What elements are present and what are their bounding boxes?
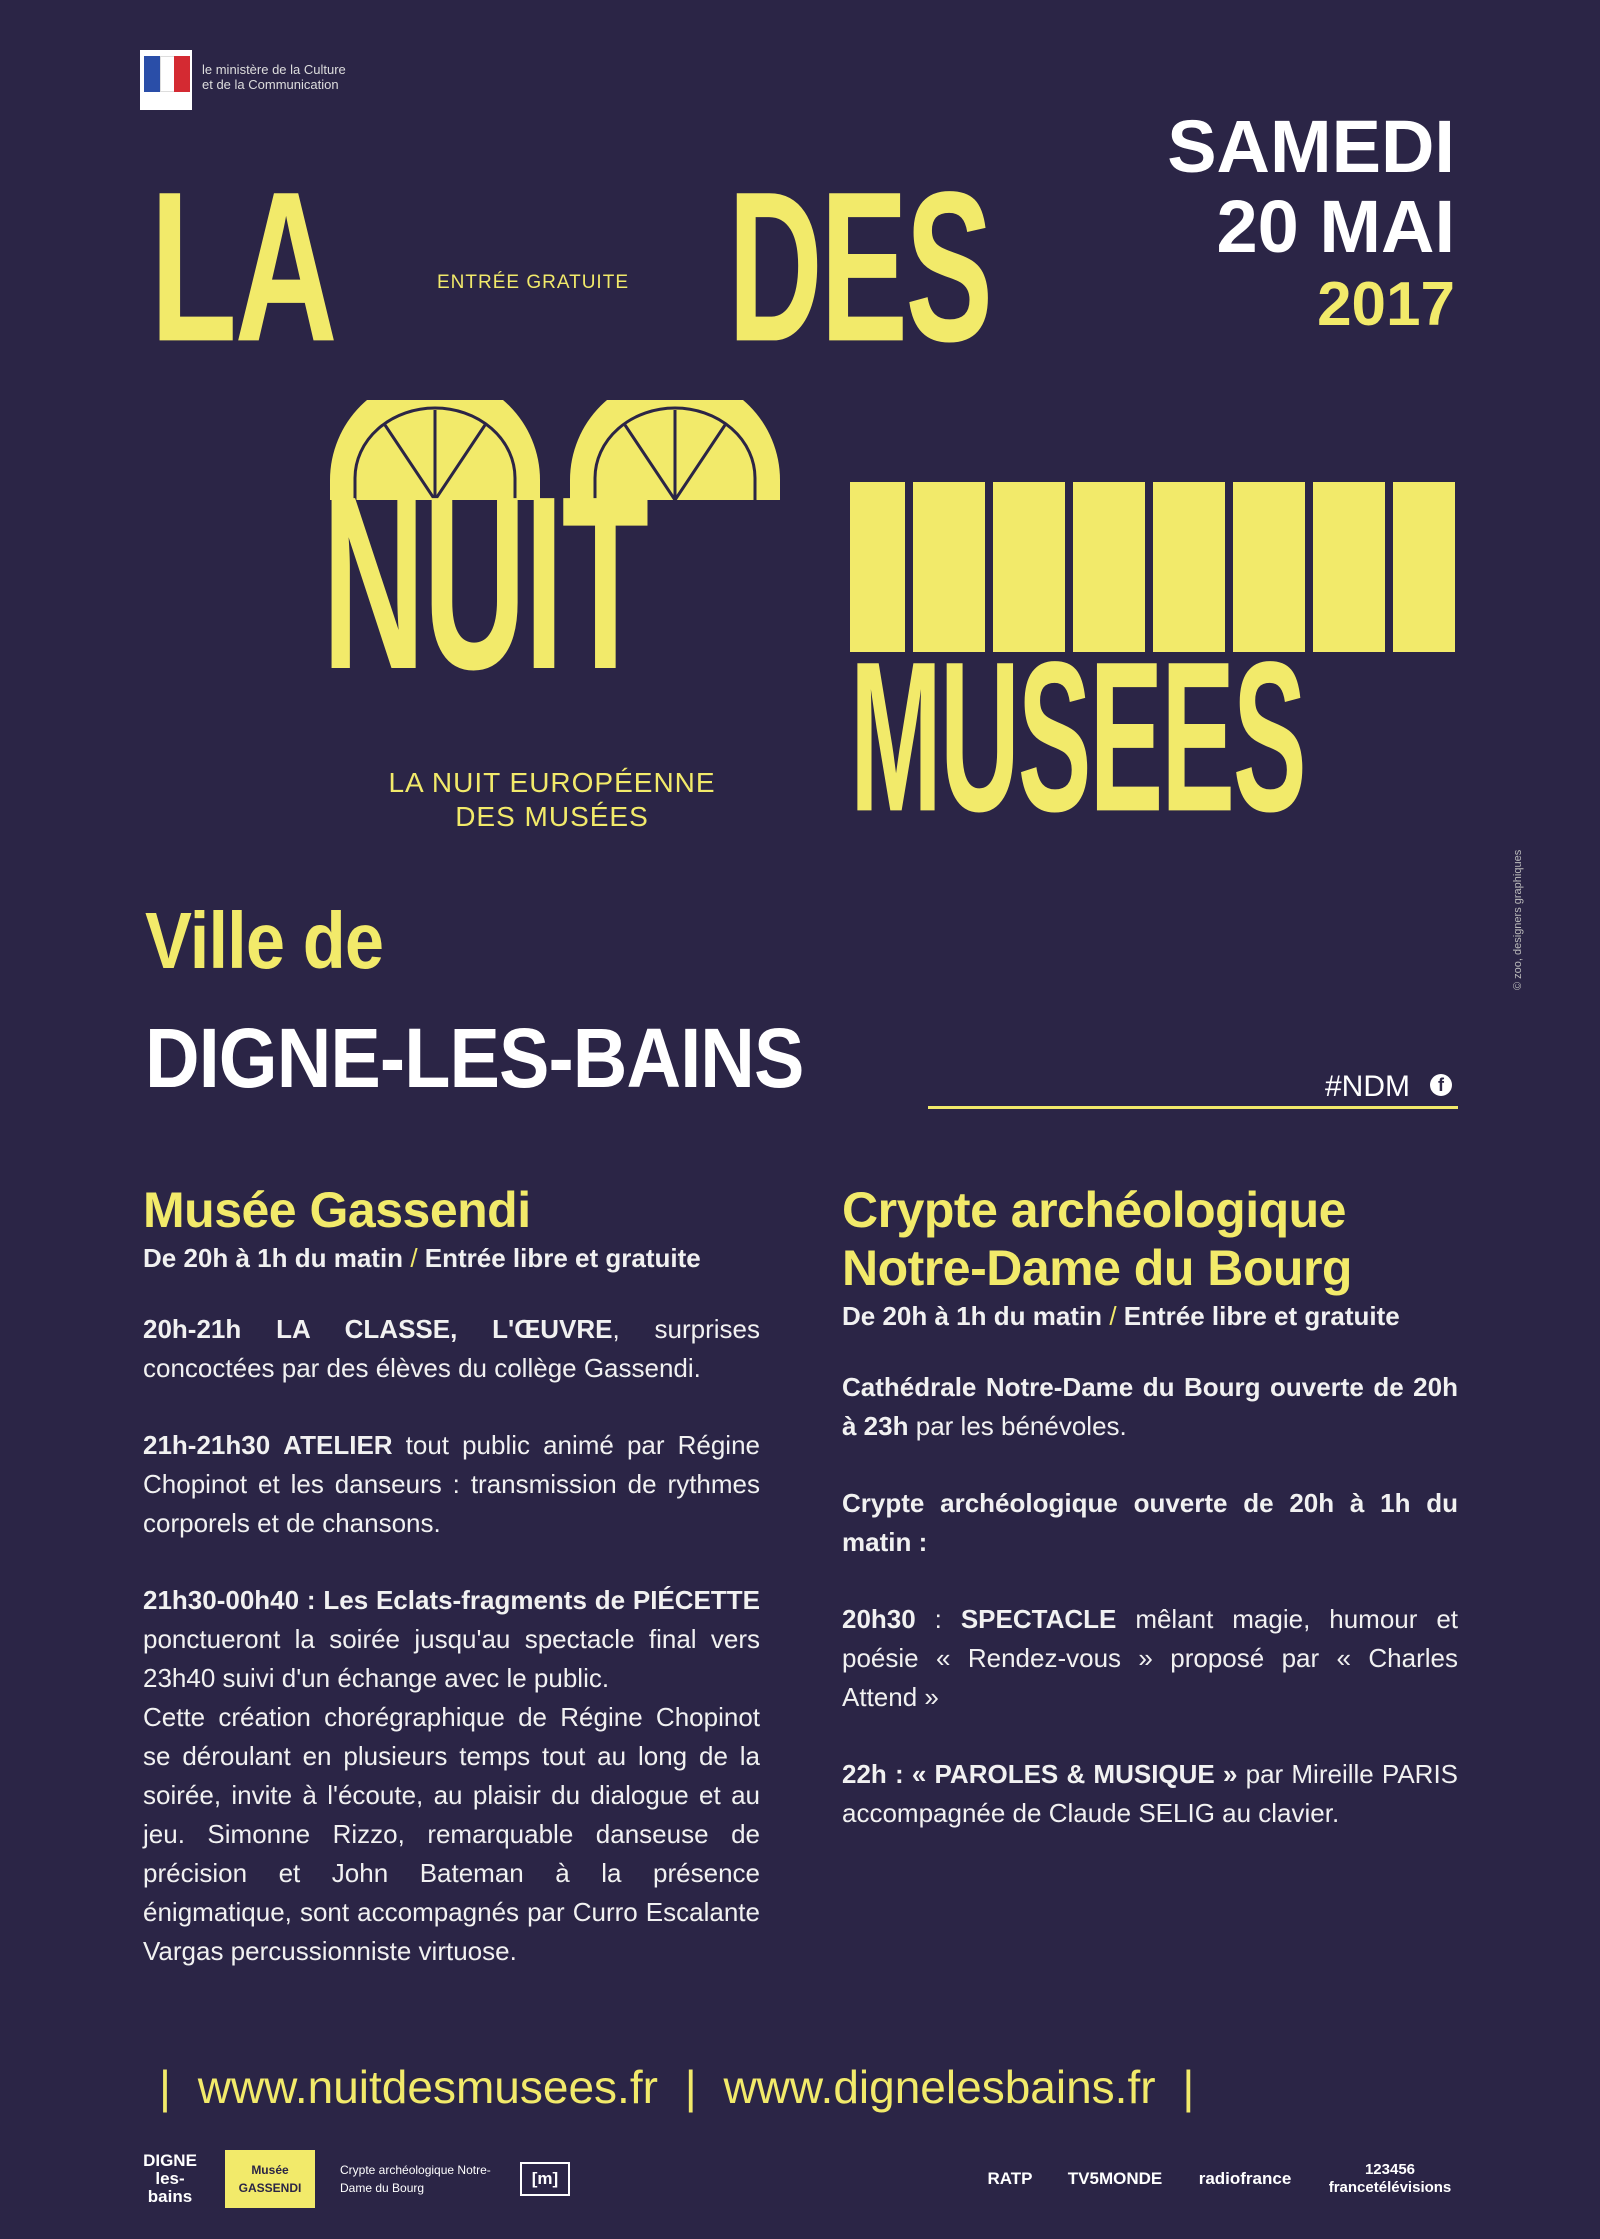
title-word-des: DES — [728, 146, 991, 386]
logo-gassendi: Musée GASSENDI — [225, 2150, 315, 2208]
right-p4-text: par Mireille PARIS accompagnée de Claude SELIG au clavier. — [842, 1759, 1459, 1828]
left-para-2 — [143, 1426, 760, 1543]
right-para-4 — [842, 1755, 1458, 1833]
url-bar-2: | — [684, 2061, 697, 2113]
right-p4-title: « PAROLES & MUSIQUE » — [911, 1759, 1238, 1789]
logo-tv5monde: TV5MONDE — [1067, 2169, 1163, 2188]
right-p3-text: mêlant magie, humour et poésie « Rendez-vous » proposé par « Charles Attend » — [842, 1604, 1459, 1712]
ministry-line2: et de la Communication — [202, 77, 339, 92]
date-date: 20 MAI — [1216, 185, 1455, 268]
left-p2-time: 21h-21h30 — [143, 1430, 271, 1460]
right-hours — [842, 1298, 1458, 1334]
right-p4-time: 22h : — [842, 1759, 904, 1789]
right-title-line2: Notre-Dame du Bourg — [842, 1240, 1352, 1296]
url-bar-3: | — [1182, 2061, 1195, 2113]
right-hours-sep: / — [1109, 1301, 1117, 1331]
right-p1-bold: Cathédrale Notre-Dame du Bourg ouverte de 20h à 23h — [842, 1372, 1458, 1441]
ministry-line1: le ministère de la Culture — [202, 62, 346, 77]
website-links — [145, 2060, 1465, 2114]
subtitle-line1: LA NUIT EUROPÉENNE — [388, 767, 716, 798]
subtitle-line2: DES MUSÉES — [455, 801, 649, 832]
right-para-3 — [842, 1600, 1458, 1717]
logo-m: [m] — [520, 2162, 570, 2196]
right-para-2 — [842, 1484, 1458, 1562]
url-bar-1: | — [159, 2061, 171, 2113]
logo-radiofrance: radiofrance — [1198, 2169, 1292, 2188]
date-day: SAMEDI — [1167, 105, 1455, 188]
left-p3-title: 21h30-00h40 : Les Eclats-fragments de PIÉCETTE — [143, 1585, 760, 1615]
title-word-la: LA — [150, 146, 336, 386]
left-para-4: Cette création chorégraphique de Régine Chopinot se déroulant en plusieurs temps tout au long de la soirée, invite à l'écoute, au plaisir du dialogue et au jeu. Simonne Rizzo, remarquable danseuse de précision et John Bateman à la présence énigmatique, sont accompagnés par Curro Escalante Vargas percussionniste virtuose. — [143, 1702, 760, 1966]
left-p2-text: tout public animé par Régine Chopinot et les danseurs : transmission de rythmes corporels et de chansons. — [143, 1430, 760, 1538]
left-para-3 — [143, 1581, 760, 1698]
right-column — [842, 1180, 1458, 1871]
city-name: DIGNE-LES-BAINS — [145, 1011, 804, 1105]
left-entry: Entrée libre et gratuite — [424, 1243, 701, 1273]
url-nuitdesmusees[interactable]: www.nuitdesmusees.fr — [197, 2061, 658, 2113]
left-p2-title: ATELIER — [283, 1430, 393, 1460]
logo-ratp: RATP — [987, 2169, 1033, 2188]
left-p1-time: 20h-21h — [143, 1314, 242, 1344]
left-p1-title: LA CLASSE, L'ŒUVRE — [276, 1314, 613, 1344]
left-para-1 — [143, 1310, 760, 1388]
left-title: Musée Gassendi — [143, 1182, 531, 1238]
url-dignelesbains[interactable]: www.dignelesbains.fr — [723, 2061, 1156, 2113]
date-year: 2017 — [1317, 270, 1455, 339]
title-word-musees: MUSÉES — [850, 616, 1305, 856]
right-p3-title: SPECTACLE — [960, 1604, 1117, 1634]
partner-logos — [140, 2150, 1460, 2220]
logo-crypte: Crypte archéologique Notre-Dame du Bourg — [340, 2163, 491, 2195]
right-p3-time: 20h30 — [842, 1604, 916, 1634]
logo-francetv: 123456 francetélévisions — [1328, 2161, 1452, 2196]
right-title-line1: Crypte archéologique — [842, 1182, 1346, 1238]
left-p1-text: , surprises concoctées par des élèves du collège Gassendi. — [143, 1314, 761, 1383]
event-date — [1167, 105, 1455, 339]
subtitle — [322, 766, 782, 834]
hashtag: #NDM — [1325, 1070, 1411, 1103]
marianne-flag-icon — [140, 50, 192, 110]
right-hours-text: De 20h à 1h du matin — [842, 1301, 1103, 1331]
ministry-logo — [140, 50, 370, 120]
right-para-1 — [842, 1368, 1458, 1446]
left-hours-text: De 20h à 1h du matin — [143, 1243, 404, 1273]
right-p1-text: par les bénévoles. — [915, 1411, 1127, 1441]
left-column — [143, 1180, 760, 1971]
designer-credit: © zoo, designers graphiques — [1512, 849, 1524, 990]
divider-rule — [928, 1106, 1458, 1109]
entree-gratuite: ENTRÉE GRATUITE — [437, 272, 629, 293]
right-entry: Entrée libre et gratuite — [1123, 1301, 1400, 1331]
left-p3-text: ponctueront la soirée jusqu'au spectacle final vers 23h40 suivi d'un échange avec le public. — [143, 1624, 760, 1693]
right-p3-sep: : — [934, 1604, 942, 1634]
logo-digne: DIGNE les-bains — [143, 2151, 197, 2206]
left-hours — [143, 1240, 760, 1276]
left-hours-sep: / — [410, 1243, 418, 1273]
facebook-icon: f — [1430, 1074, 1452, 1096]
title-word-nuit: NUIT — [322, 445, 647, 722]
right-p2-bold: Crypte archéologique ouverte de 20h à 1h du matin : — [842, 1488, 1458, 1557]
city-prefix: Ville de — [145, 896, 384, 985]
